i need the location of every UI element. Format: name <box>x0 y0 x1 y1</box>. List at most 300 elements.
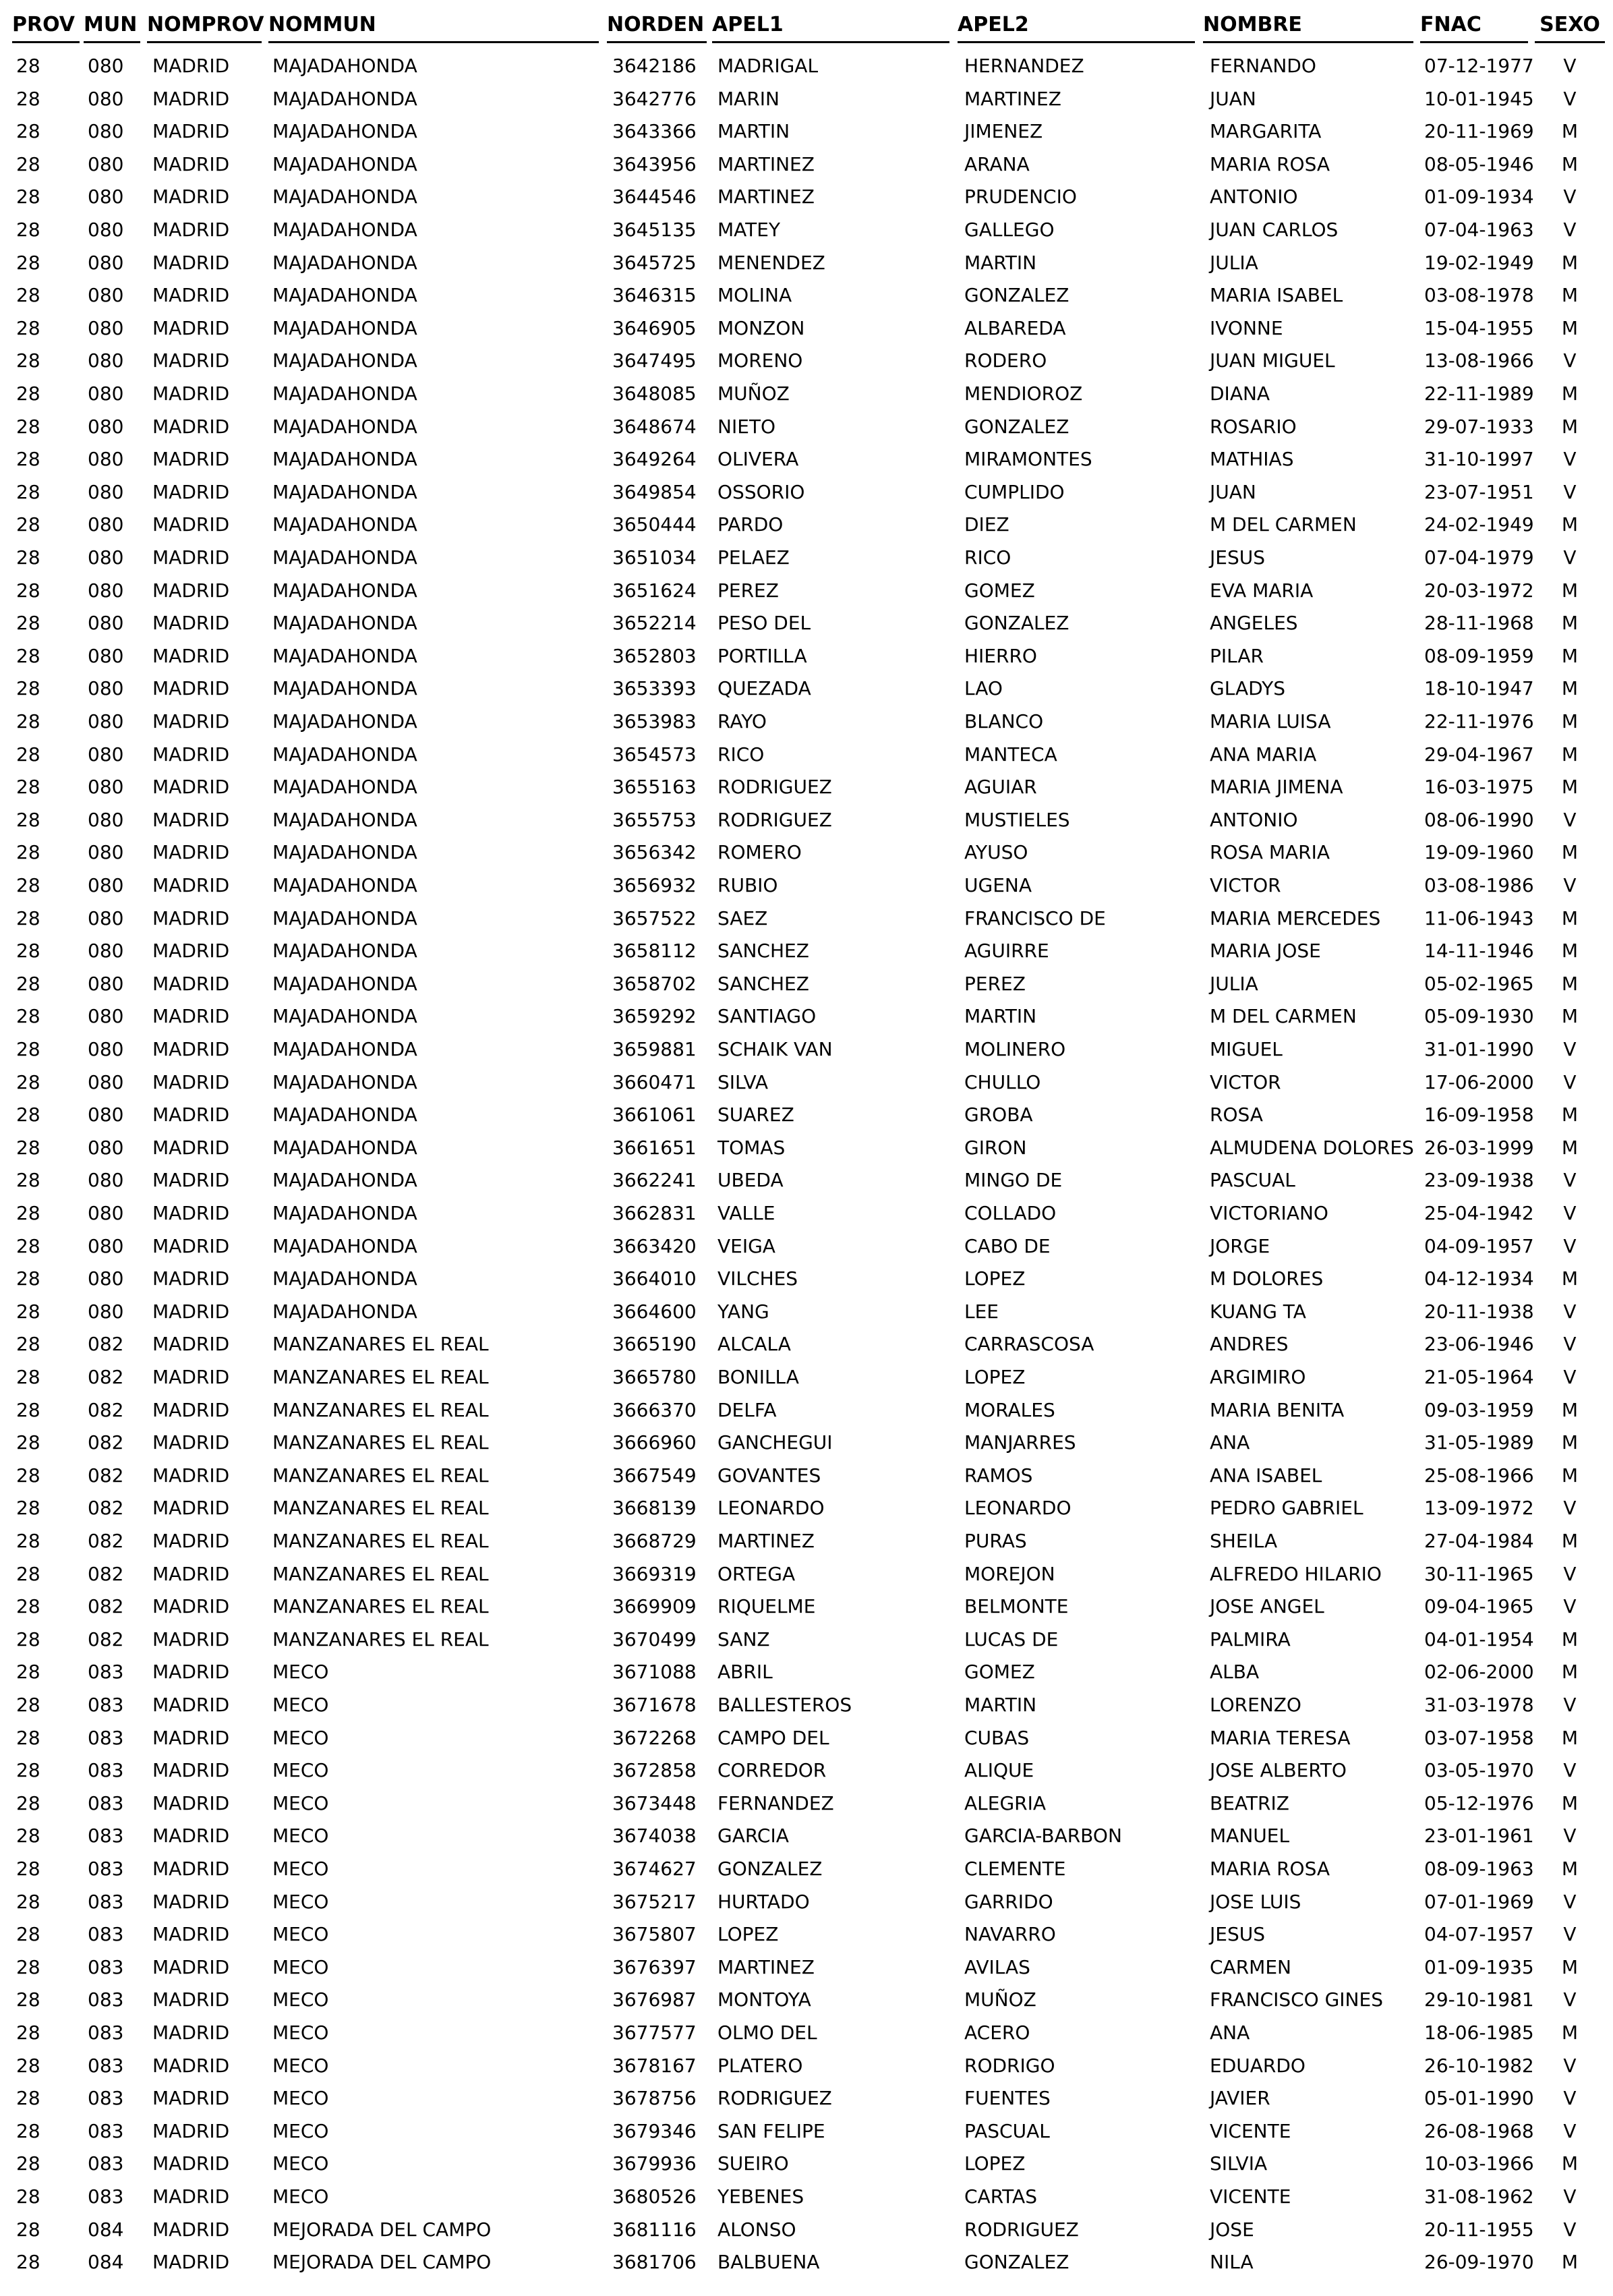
cell-sexo: M <box>1561 1267 1579 1290</box>
cell-sexo: V <box>1563 2119 1577 2142</box>
table-row <box>0 836 1613 869</box>
cell-nombre: JESUS <box>1210 1923 1265 1946</box>
header-underline <box>1420 41 1528 43</box>
cell-norden: 3674038 <box>612 1825 697 1847</box>
cell-fnac: 25-08-1966 <box>1424 1464 1534 1487</box>
cell-nommun: MANZANARES EL REAL <box>272 1530 489 1552</box>
cell-nomprov: MADRID <box>152 2119 230 2142</box>
cell-sexo: V <box>1563 185 1577 208</box>
cell-norden: 3645725 <box>612 251 697 274</box>
cell-norden: 3659881 <box>612 1038 697 1060</box>
cell-fnac: 08-09-1959 <box>1424 644 1534 667</box>
cell-prov: 28 <box>16 874 40 896</box>
cell-apel1: BALLESTEROS <box>717 1694 852 1716</box>
cell-nommun: MAJADAHONDA <box>272 1169 417 1192</box>
cell-fnac: 11-06-1943 <box>1424 907 1534 929</box>
cell-sexo: V <box>1563 1038 1577 1060</box>
cell-prov: 28 <box>16 677 40 700</box>
table-row <box>0 247 1613 280</box>
cell-nommun: MAJADAHONDA <box>272 513 417 536</box>
cell-sexo: M <box>1561 1398 1579 1421</box>
cell-apel2: GROBA <box>964 1103 1033 1126</box>
cell-sexo: V <box>1563 1333 1577 1356</box>
cell-fnac: 05-09-1930 <box>1424 1005 1534 1028</box>
table-row <box>0 706 1613 739</box>
table-row <box>0 804 1613 837</box>
cell-nomprov: MADRID <box>152 1267 230 1290</box>
cell-fnac: 08-09-1963 <box>1424 1858 1534 1880</box>
table-row <box>0 1263 1613 1296</box>
header-underline <box>268 41 599 43</box>
cell-sexo: V <box>1563 1300 1577 1323</box>
cell-mun: 080 <box>88 219 124 241</box>
cell-apel1: TOMAS <box>717 1136 786 1159</box>
cell-sexo: M <box>1561 251 1579 274</box>
cell-sexo: M <box>1561 316 1579 339</box>
table-row <box>0 1427 1613 1460</box>
cell-norden: 3662241 <box>612 1169 697 1192</box>
cell-nommun: MAJADAHONDA <box>272 251 417 274</box>
table-row <box>0 968 1613 1001</box>
cell-prov: 28 <box>16 1267 40 1290</box>
cell-nomprov: MADRID <box>152 1694 230 1716</box>
table-row <box>0 1033 1613 1066</box>
cell-fnac: 26-08-1968 <box>1424 2119 1534 2142</box>
cell-fnac: 17-06-2000 <box>1424 1070 1534 1093</box>
header-nombre-label: NOMBRE <box>1203 13 1302 36</box>
cell-apel2: RICO <box>964 546 1011 569</box>
table-row <box>0 2050 1613 2083</box>
cell-mun: 080 <box>88 546 124 569</box>
cell-nombre: MARIA ROSA <box>1210 1858 1330 1880</box>
cell-nomprov: MADRID <box>152 1005 230 1028</box>
cell-sexo: M <box>1561 1726 1579 1749</box>
cell-norden: 3672268 <box>612 1726 697 1749</box>
cell-sexo: M <box>1561 1955 1579 1978</box>
cell-nommun: MECO <box>272 1923 329 1946</box>
cell-mun: 080 <box>88 1300 124 1323</box>
cell-sexo: M <box>1561 1530 1579 1552</box>
cell-nomprov: MADRID <box>152 316 230 339</box>
cell-nombre: ALFREDO HILARIO <box>1210 1562 1382 1585</box>
cell-fnac: 10-03-1966 <box>1424 2152 1534 2175</box>
cell-prov: 28 <box>16 448 40 471</box>
cell-fnac: 21-05-1964 <box>1424 1366 1534 1388</box>
cell-norden: 3649264 <box>612 448 697 471</box>
cell-sexo: M <box>1561 1005 1579 1028</box>
cell-prov: 28 <box>16 1398 40 1421</box>
cell-nommun: MAJADAHONDA <box>272 1267 417 1290</box>
cell-nomprov: MADRID <box>152 972 230 995</box>
cell-nombre: CARMEN <box>1210 1955 1291 1978</box>
cell-sexo: V <box>1563 1890 1577 1913</box>
cell-nombre: VICTOR <box>1210 874 1281 896</box>
cell-nomprov: MADRID <box>152 415 230 438</box>
cell-sexo: M <box>1561 1103 1579 1126</box>
cell-nombre: MARGARITA <box>1210 120 1322 143</box>
cell-prov: 28 <box>16 185 40 208</box>
cell-nombre: MARIA MERCEDES <box>1210 907 1381 929</box>
cell-nomprov: MADRID <box>152 1955 230 1978</box>
cell-prov: 28 <box>16 2054 40 2077</box>
cell-nommun: MECO <box>272 2185 329 2208</box>
cell-apel1: UBEDA <box>717 1169 784 1192</box>
cell-apel2: CUBAS <box>964 1726 1030 1749</box>
cell-nomprov: MADRID <box>152 1038 230 1060</box>
table-row <box>0 279 1613 312</box>
cell-nommun: MAJADAHONDA <box>272 87 417 110</box>
cell-nommun: MAJADAHONDA <box>272 349 417 372</box>
cell-mun: 080 <box>88 972 124 995</box>
cell-mun: 083 <box>88 2087 124 2110</box>
cell-apel1: OLIVERA <box>717 448 799 471</box>
cell-nommun: MAJADAHONDA <box>272 874 417 896</box>
header-underline <box>147 41 262 43</box>
cell-prov: 28 <box>16 612 40 635</box>
cell-apel1: SANCHEZ <box>717 972 809 995</box>
cell-apel1: SUAREZ <box>717 1103 794 1126</box>
cell-apel2: LEE <box>964 1300 999 1323</box>
cell-norden: 3647495 <box>612 349 697 372</box>
header-sexo-label: SEXO <box>1539 13 1600 36</box>
cell-mun: 083 <box>88 1923 124 1946</box>
cell-prov: 28 <box>16 1136 40 1159</box>
cell-fnac: 29-07-1933 <box>1424 415 1534 438</box>
header-nombre <box>1203 9 1413 43</box>
cell-sexo: M <box>1561 1431 1579 1454</box>
cell-fnac: 27-04-1984 <box>1424 1530 1534 1552</box>
cell-nomprov: MADRID <box>152 349 230 372</box>
cell-sexo: M <box>1561 152 1579 175</box>
cell-norden: 3676987 <box>612 1988 697 2011</box>
cell-nombre: MARIA JIMENA <box>1210 776 1343 799</box>
cell-norden: 3669319 <box>612 1562 697 1585</box>
table-row <box>0 1066 1613 1099</box>
cell-nombre: JOSE ANGEL <box>1210 1595 1324 1618</box>
cell-sexo: V <box>1563 1595 1577 1618</box>
table-row <box>0 1460 1613 1493</box>
cell-nomprov: MADRID <box>152 677 230 700</box>
cell-fnac: 04-01-1954 <box>1424 1628 1534 1651</box>
cell-prov: 28 <box>16 1791 40 1814</box>
cell-nommun: MANZANARES EL REAL <box>272 1562 489 1585</box>
cell-nommun: MAJADAHONDA <box>272 743 417 766</box>
cell-sexo: V <box>1563 1825 1577 1847</box>
cell-mun: 080 <box>88 1169 124 1192</box>
table-row <box>0 214 1613 247</box>
header-apel2-label: APEL2 <box>958 13 1029 36</box>
cell-prov: 28 <box>16 743 40 766</box>
cell-mun: 083 <box>88 1726 124 1749</box>
table-row <box>0 1590 1613 1624</box>
cell-norden: 3652214 <box>612 612 697 635</box>
header-norden-label: NORDEN <box>607 13 705 36</box>
cell-nomprov: MADRID <box>152 1726 230 1749</box>
cell-fnac: 03-08-1986 <box>1424 874 1534 896</box>
cell-apel2: LAO <box>964 677 1003 700</box>
cell-sexo: M <box>1561 940 1579 963</box>
cell-sexo: V <box>1563 349 1577 372</box>
cell-norden: 3676397 <box>612 1955 697 1978</box>
cell-sexo: V <box>1563 1070 1577 1093</box>
table-row <box>0 2082 1613 2115</box>
cell-prov: 28 <box>16 2021 40 2044</box>
header-underline <box>1535 41 1605 43</box>
cell-mun: 083 <box>88 2152 124 2175</box>
cell-sexo: M <box>1561 1464 1579 1487</box>
cell-apel1: SAEZ <box>717 907 768 929</box>
cell-prov: 28 <box>16 1562 40 1585</box>
cell-fnac: 31-10-1997 <box>1424 448 1534 471</box>
cell-sexo: V <box>1563 480 1577 503</box>
cell-apel2: GONZALEZ <box>964 612 1069 635</box>
cell-sexo: V <box>1563 1694 1577 1716</box>
cell-mun: 080 <box>88 841 124 864</box>
header-apel2 <box>958 9 1195 43</box>
cell-norden: 3656342 <box>612 841 697 864</box>
cell-nomprov: MADRID <box>152 546 230 569</box>
cell-nombre: IVONNE <box>1210 316 1283 339</box>
cell-nommun: MAJADAHONDA <box>272 382 417 405</box>
cell-apel1: LOPEZ <box>717 1923 779 1946</box>
cell-nommun: MECO <box>272 1791 329 1814</box>
cell-nommun: MECO <box>272 1955 329 1978</box>
cell-fnac: 01-09-1935 <box>1424 1955 1534 1978</box>
cell-mun: 080 <box>88 1038 124 1060</box>
cell-nomprov: MADRID <box>152 1464 230 1487</box>
cell-prov: 28 <box>16 1234 40 1257</box>
cell-sexo: V <box>1563 1988 1577 2011</box>
cell-norden: 3653983 <box>612 710 697 733</box>
cell-nommun: MECO <box>272 2119 329 2142</box>
cell-mun: 082 <box>88 1333 124 1356</box>
cell-mun: 080 <box>88 808 124 831</box>
cell-nombre: M DEL CARMEN <box>1210 1005 1357 1028</box>
cell-nommun: MANZANARES EL REAL <box>272 1366 489 1388</box>
table-row <box>0 1492 1613 1525</box>
cell-apel1: MENENDEZ <box>717 251 825 274</box>
cell-nomprov: MADRID <box>152 1070 230 1093</box>
cell-nomprov: MADRID <box>152 1628 230 1651</box>
cell-norden: 3648674 <box>612 415 697 438</box>
cell-norden: 3671088 <box>612 1661 697 1684</box>
cell-fnac: 19-02-1949 <box>1424 251 1534 274</box>
cell-prov: 28 <box>16 907 40 929</box>
cell-nommun: MAJADAHONDA <box>272 1202 417 1224</box>
cell-nommun: MAJADAHONDA <box>272 55 417 77</box>
cell-sexo: V <box>1563 87 1577 110</box>
cell-apel1: VEIGA <box>717 1234 775 1257</box>
cell-nomprov: MADRID <box>152 612 230 635</box>
cell-norden: 3651624 <box>612 579 697 602</box>
cell-nomprov: MADRID <box>152 1562 230 1585</box>
table-row <box>0 378 1613 411</box>
cell-apel1: PESO DEL <box>717 612 811 635</box>
header-norden <box>607 9 707 43</box>
cell-apel1: MARIN <box>717 87 780 110</box>
cell-mun: 080 <box>88 87 124 110</box>
cell-sexo: M <box>1561 1661 1579 1684</box>
cell-nombre: ANDRES <box>1210 1333 1289 1356</box>
cell-norden: 3643956 <box>612 152 697 175</box>
cell-nommun: MAJADAHONDA <box>272 841 417 864</box>
cell-nomprov: MADRID <box>152 1890 230 1913</box>
cell-apel1: LEONARDO <box>717 1497 825 1520</box>
cell-prov: 28 <box>16 2251 40 2274</box>
cell-nommun: MAJADAHONDA <box>272 448 417 471</box>
cell-nombre: MARIA TERESA <box>1210 1726 1351 1749</box>
cell-apel2: PEREZ <box>964 972 1026 995</box>
cell-fnac: 31-08-1962 <box>1424 2185 1534 2208</box>
table-row <box>0 2115 1613 2148</box>
cell-apel1: MADRIGAL <box>717 55 819 77</box>
cell-prov: 28 <box>16 316 40 339</box>
cell-norden: 3678756 <box>612 2087 697 2110</box>
cell-apel1: RIQUELME <box>717 1595 816 1618</box>
header-nomprov <box>147 9 262 43</box>
cell-apel1: SUEIRO <box>717 2152 789 2175</box>
cell-fnac: 16-09-1958 <box>1424 1103 1534 1126</box>
table-row <box>0 672 1613 706</box>
cell-fnac: 22-11-1976 <box>1424 710 1534 733</box>
cell-mun: 080 <box>88 55 124 77</box>
cell-norden: 3662831 <box>612 1202 697 1224</box>
cell-nommun: MANZANARES EL REAL <box>272 1628 489 1651</box>
cell-fnac: 01-09-1934 <box>1424 185 1534 208</box>
cell-nombre: ALMUDENA DOLORES <box>1210 1136 1414 1159</box>
cell-sexo: M <box>1561 677 1579 700</box>
cell-nombre: JUAN <box>1210 87 1256 110</box>
cell-prov: 28 <box>16 644 40 667</box>
cell-sexo: M <box>1561 579 1579 602</box>
cell-nomprov: MADRID <box>152 87 230 110</box>
cell-prov: 28 <box>16 1070 40 1093</box>
cell-nombre: ALBA <box>1210 1661 1260 1684</box>
cell-nomprov: MADRID <box>152 1923 230 1946</box>
cell-nommun: MANZANARES EL REAL <box>272 1595 489 1618</box>
cell-fnac: 07-04-1979 <box>1424 546 1534 569</box>
cell-nommun: MEJORADA DEL CAMPO <box>272 2218 492 2241</box>
cell-norden: 3646905 <box>612 316 697 339</box>
cell-prov: 28 <box>16 219 40 241</box>
cell-fnac: 31-05-1989 <box>1424 1431 1534 1454</box>
cell-prov: 28 <box>16 513 40 536</box>
cell-apel2: GALLEGO <box>964 219 1055 241</box>
cell-nommun: MAJADAHONDA <box>272 644 417 667</box>
table-row <box>0 902 1613 936</box>
cell-apel2: ARANA <box>964 152 1030 175</box>
table-row <box>0 1361 1613 1394</box>
cell-fnac: 20-11-1938 <box>1424 1300 1534 1323</box>
table-row <box>0 2017 1613 2050</box>
cell-prov: 28 <box>16 1366 40 1388</box>
cell-fnac: 05-12-1976 <box>1424 1791 1534 1814</box>
cell-nombre: JULIA <box>1210 251 1258 274</box>
cell-norden: 3668729 <box>612 1530 697 1552</box>
cell-nommun: MAJADAHONDA <box>272 1038 417 1060</box>
cell-fnac: 31-01-1990 <box>1424 1038 1534 1060</box>
table-row <box>0 2181 1613 2214</box>
cell-apel2: MINGO DE <box>964 1169 1063 1192</box>
cell-nomprov: MADRID <box>152 644 230 667</box>
cell-apel2: PURAS <box>964 1530 1027 1552</box>
cell-nomprov: MADRID <box>152 2087 230 2110</box>
cell-nommun: MAJADAHONDA <box>272 1103 417 1126</box>
cell-mun: 083 <box>88 1890 124 1913</box>
cell-norden: 3664600 <box>612 1300 697 1323</box>
cell-mun: 080 <box>88 644 124 667</box>
cell-sexo: V <box>1563 1202 1577 1224</box>
cell-apel1: MOLINA <box>717 284 792 307</box>
cell-prov: 28 <box>16 1694 40 1716</box>
cell-fnac: 03-05-1970 <box>1424 1759 1534 1782</box>
cell-apel2: AVILAS <box>964 1955 1030 1978</box>
cell-nommun: MECO <box>272 1988 329 2011</box>
cell-prov: 28 <box>16 1497 40 1520</box>
cell-prov: 28 <box>16 349 40 372</box>
cell-mun: 080 <box>88 120 124 143</box>
cell-norden: 3664010 <box>612 1267 697 1290</box>
cell-fnac: 23-09-1938 <box>1424 1169 1534 1192</box>
cell-prov: 28 <box>16 1661 40 1684</box>
table-row <box>0 1853 1613 1886</box>
cell-fnac: 04-07-1957 <box>1424 1923 1534 1946</box>
cell-norden: 3679936 <box>612 2152 697 2175</box>
cell-mun: 080 <box>88 940 124 963</box>
cell-prov: 28 <box>16 2218 40 2241</box>
table-row <box>0 869 1613 902</box>
cell-nommun: MECO <box>272 2152 329 2175</box>
cell-nombre: JORGE <box>1210 1234 1270 1257</box>
cell-norden: 3678167 <box>612 2054 697 2077</box>
cell-apel1: GONZALEZ <box>717 1858 823 1880</box>
table-row <box>0 1328 1613 1361</box>
cell-nombre: ROSA <box>1210 1103 1263 1126</box>
cell-mun: 080 <box>88 480 124 503</box>
cell-nombre: EDUARDO <box>1210 2054 1306 2077</box>
cell-apel1: MARTINEZ <box>717 1530 815 1552</box>
cell-norden: 3644546 <box>612 185 697 208</box>
cell-sexo: V <box>1563 2087 1577 2110</box>
cell-norden: 3642776 <box>612 87 697 110</box>
cell-prov: 28 <box>16 1103 40 1126</box>
cell-prov: 28 <box>16 2185 40 2208</box>
cell-prov: 28 <box>16 152 40 175</box>
table-row <box>0 1820 1613 1853</box>
cell-nomprov: MADRID <box>152 1595 230 1618</box>
cell-nommun: MECO <box>272 1726 329 1749</box>
table-row <box>0 1624 1613 1657</box>
cell-nombre: JAVIER <box>1210 2087 1270 2110</box>
cell-apel2: RAMOS <box>964 1464 1033 1487</box>
header-mun-label: MUN <box>84 13 138 36</box>
cell-apel2: LOPEZ <box>964 2152 1026 2175</box>
cell-sexo: V <box>1563 2185 1577 2208</box>
cell-nomprov: MADRID <box>152 2152 230 2175</box>
cell-norden: 3658112 <box>612 940 697 963</box>
cell-fnac: 26-03-1999 <box>1424 1136 1534 1159</box>
cell-apel2: RODRIGO <box>964 2054 1055 2077</box>
cell-fnac: 13-09-1972 <box>1424 1497 1534 1520</box>
cell-apel1: CORREDOR <box>717 1759 827 1782</box>
cell-sexo: M <box>1561 513 1579 536</box>
table-row <box>0 1656 1613 1689</box>
cell-nommun: MAJADAHONDA <box>272 185 417 208</box>
cell-apel2: HERNANDEZ <box>964 55 1084 77</box>
cell-apel2: BLANCO <box>964 710 1044 733</box>
cell-nomprov: MADRID <box>152 874 230 896</box>
cell-prov: 28 <box>16 1759 40 1782</box>
